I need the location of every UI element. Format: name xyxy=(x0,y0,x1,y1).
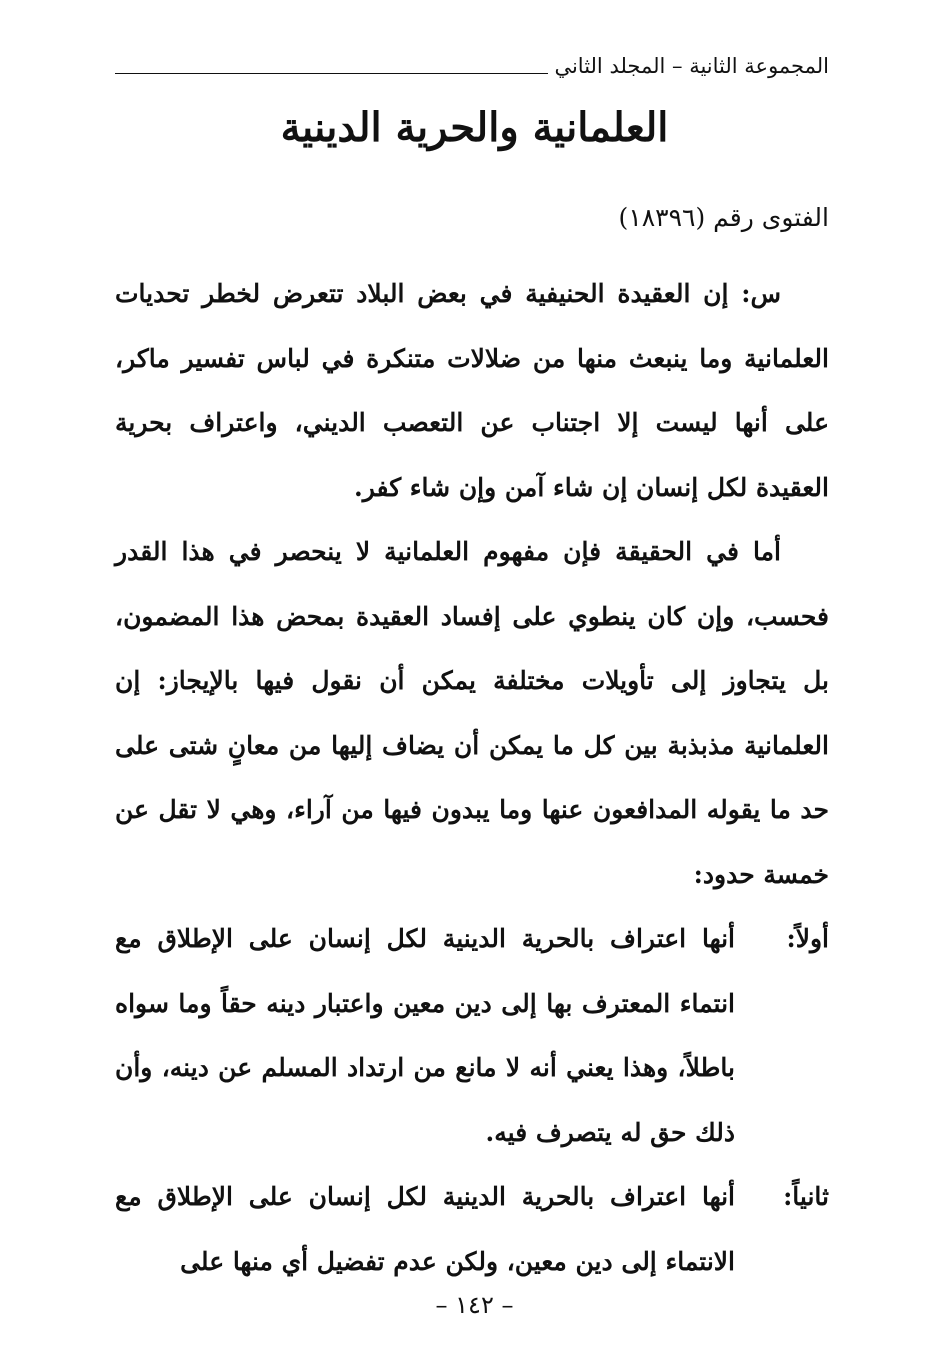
running-title: المجموعة الثانية – المجلد الثاني xyxy=(554,54,829,78)
list-item xyxy=(115,1165,829,1294)
question-paragraph: س: إن العقيدة الحنيفية في بعض البلاد تتعرض لخطر تحديات العلمانية وما ينبعث منها من ضلالات متنكرة في لباس تفسير ماكر، على أنها ليست إلا اجتناب عن التعصب الديني، واعتراف بحرية العقيدة لكل إنسان إن شاء آمن وإن شاء كفر. xyxy=(115,279,829,502)
list-item-label: ثانياً: xyxy=(783,1182,829,1211)
list-item-text: أنها اعتراف بالحرية الدينية لكل إنسان على الإطلاق مع انتماء المعترف بها إلى دين معين واعتبار دينه حقاً وما سواه باطلاً، وهذا يعني أنه لا مانع من ارتداد المسلم عن دينه، وأن ذلك حق له يتصرف فيه. xyxy=(115,924,735,1147)
list-item-label: أولاً: xyxy=(786,924,829,953)
running-header xyxy=(115,50,829,80)
list-item xyxy=(115,907,829,1165)
answer-paragraph: أما في الحقيقة فإن مفهوم العلمانية لا ينحصر في هذا القدر فحسب، وإن كان ينطوي على إفساد العقيدة بمحض هذا المضمون، بل يتجاوز إلى تأويلات مختلفة يمكن أن نقول فيها بالإيجاز: إن العلمانية مذبذبة بين كل ما يمكن أن يضاف إليها من معانٍ شتى على حد ما يقوله المدافعون عنها وما يبدون فيها من آراء، وهي لا تقل عن خمسة حدود: xyxy=(115,537,829,889)
fatwa-number: الفتوى رقم (١٨٣٩٦) xyxy=(618,203,829,232)
list-item-text: أنها اعتراف بالحرية الدينية لكل إنسان على الإطلاق مع الانتماء إلى دين معين، ولكن عدم تفضيل أي منها على xyxy=(115,1182,735,1276)
header-rule xyxy=(115,73,548,74)
page-number: – ١٤٢ – xyxy=(435,1291,514,1319)
body-text xyxy=(115,262,829,1294)
page-title: العلمانية والحرية الدينية xyxy=(280,104,669,151)
